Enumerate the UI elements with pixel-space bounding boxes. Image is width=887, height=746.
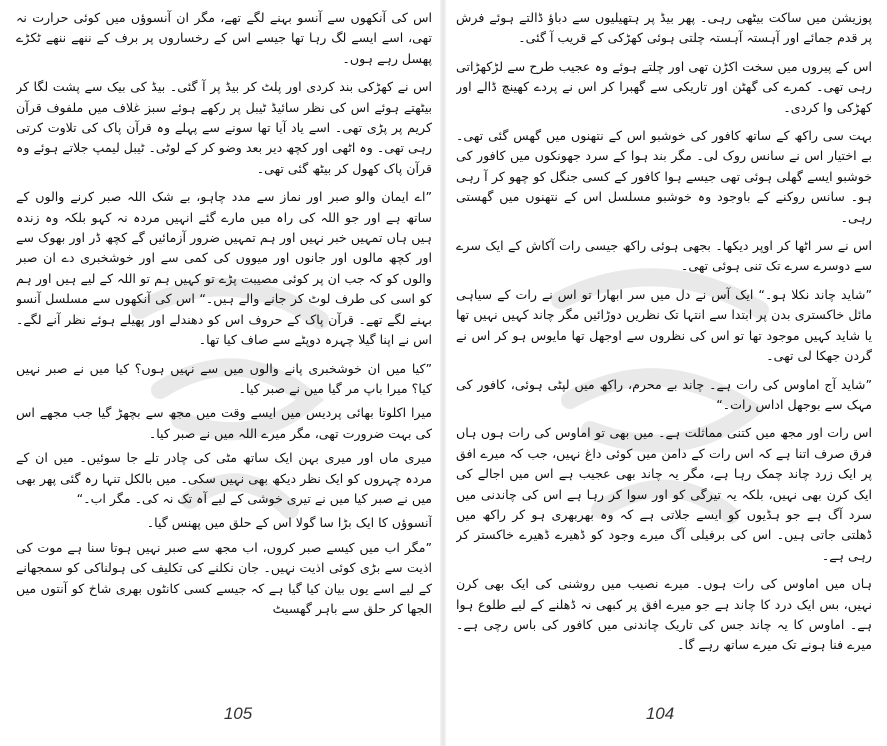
page-104-text	[456, 8, 872, 698]
page-number-105: 105	[223, 704, 253, 723]
page-104-paragraph-3: بہت سی راکھ کے ساتھ کافور کی خوشبو اس کے نتھنوں میں گھس گئی تھی۔ بے اختیار اس نے سانس روک لی۔ مگر بند ہوا کے سرد جھونکوں میں کافور کی خوشبو ایسے گھلی ہوئی تھی جیسے ہوا کافور کے کسی جنگل کو چھو کر آ رہی ہو۔ سانس روکنے کے باوجود وہ خوشبو مسلسل اس کے نتھنوں میں گھستی رہی۔	[456, 128, 872, 225]
book-gutter	[440, 0, 446, 746]
page-105-paragraph-5: میرا اکلوتا بھائی پردیس میں ایسے وقت میں مجھ سے بچھڑ گیا جب مجھے اس کی بہت ضرورت تھی، مگر میرے اللہ میں نے صبر کیا۔	[16, 405, 432, 441]
page-105-paragraph-1: اس کی آنکھوں سے آنسو بہنے لگے تھے، مگر ان آنسوؤں میں کوئی حرارت نہ تھی، اسے ایسے لگ رہا تھا جیسے اس کے رخساروں پر برف کے ننھے ننھے ٹکڑے پھسل رہے ہوں۔	[16, 10, 432, 66]
page-104-paragraph-2: اس کے پیروں میں سخت اکڑن تھی اور چلتے ہوئے وہ عجیب طرح سے لڑکھڑاتی رہی تھی۔ کمرے کی گھٹن اور تاریکی سے گھبرا کر اس نے پردے کھینچ ڈالے اور کھڑکی وا کردی۔	[456, 58, 872, 115]
page-105-text	[16, 8, 432, 698]
page-104-paragraph-7: اس رات اور مجھ میں کتنی مماثلت ہے۔ میں بھی تو اماوس کی رات ہوں ہاں فرق صرف اتنا ہے کہ اس رات کے دامن میں کوئی داغ نہیں، جب کہ میرے افق پر ایک زرد چاند چمک رہا ہے، مگر یہ چاند بھی عجیب ہے اس میں اجالے کی ایک کرن بھی نہیں، بلکہ یہ تیرگی کو اور سوا کر رہا ہے اس کی چاندنی میں سرد آگ ہے جو ہڈیوں کو ایسے جلاتی ہے کہ وہ بھربھری ہو کر راکھ میں ڈھلتی جاتی ہیں۔ اس کی برفیلی آگ میرے وجود کو ڈھیرے ڈھیرے خاکستر کر رہی ہے۔	[456, 425, 872, 563]
page-105-paragraph-6: میری ماں اور میری بہن ایک ساتھ مٹی کی چادر تلے جا سوئیں۔ میں ان کے مردہ چہروں کو ایک نظر دیکھ بھی نہیں سکی۔ میں بالکل تنہا رہ گئی پھر بھی میں نے صبر کیا میں نے تیری خوشی کے لیے آہ تک نہ کی۔ مگر اب۔“	[16, 450, 432, 506]
page-104-paragraph-1: پوزیشن میں ساکت بیٹھی رہی۔ پھر بیڈ پر ہتھیلیوں سے دباؤ ڈالتے ہوئے فرش پر قدم جمائے اور آہستہ آہستہ چلتی ہوئی کھڑکی کے قریب آ گئی۔	[456, 10, 872, 46]
page-105-paragraph-2: اس نے کھڑکی بند کردی اور پلٹ کر بیڈ پر آ گئی۔ بیڈ کی بیک سے پشت لگا کر بیٹھتے ہوئے اس کی نظر سائیڈ ٹیبل پر رکھے ہوئے سبز غلاف میں ملفوف قرآن کریم پر پڑی تھی۔ اسے یاد آیا تھا سونے سے پہلے وہ قرآن پاک کی تلاوت کرتی رہی تھی۔ وہ اٹھی اور کچھ دیر بعد وضو کر کے لوٹی۔ ٹیبل لیمپ جلاتے ہوئے وہ قرآن پاک کھول کر بیٹھ گئی تھی۔	[16, 79, 432, 176]
page-104-paragraph-8: ہاں میں اماوس کی رات ہوں۔ میرے نصیب میں روشنی کی ایک بھی کرن نہیں، بس ایک درد کا چاند ہے جو میرے افق پر کبھی نہ ڈھلنے کے لیے طلوع ہوا ہے۔ اماوس کا یہ چاند جس کی تاریک چاندنی میں کافور کی باس رچی ہے۔ میرے فنا ہونے تک میرے ساتھ رہے گا۔	[456, 576, 872, 653]
page-104-paragraph-5: ”شاید چاند نکلا ہو۔“ ایک آس نے دل میں سر ابھارا تو اس نے رات کے سیاہی مائل خاکستری بدن پر ابتدا سے انتہا تک نظریں دوڑائیں مگر چاند کہیں نہیں تھا یا شاید کہیں موجود تھا تو اس کی نظروں سے اوجھل تھا مایوس ہو کر اس نے گردن جھکا لی تھی۔	[456, 286, 872, 364]
page-104-paragraph-6: ”شاید آج اماوس کی رات ہے۔ چاند بے محرم، راکھ میں لپٹی ہوئی، کافور کی مہک سے بوجھل اداس رات۔“	[456, 376, 872, 412]
page-105-paragraph-8: ”مگر اب میں کیسے صبر کروں، اب مجھ سے صبر نہیں ہوتا سنا ہے موت کی اذیت سے بڑی کوئی اذیت نہیں۔ جان نکلنے کی تکلیف کی ہولناکی کو سمجھانے کے لیے اسے یوں بیان کیا گیا ہے کہ جیسے کسی کانٹوں بھری شاخ کو آنتوں میں الجھا کر حلق سے باہر گھسیٹ	[16, 539, 432, 616]
page-105-paragraph-3: ”اے ایمان والو صبر اور نماز سے مدد چاہو، بے شک اللہ صبر کرنے والوں کے ساتھ ہے اور جو اللہ کی راہ میں مارے گئے انہیں مردہ نہ کہو بلکہ وہ زندہ ہیں ہاں تمہیں خبر نہیں اور ہم تمہیں ضرور آزمائیں گے کچھ ڈر اور بھوک سے اور کچھ مالوں اور جانوں اور میووں کی کمی سے اور خوشخبری دے ان صبر والوں کو کہ جب ان پر کوئی مصیبت پڑے تو کہیں ہم تو اللہ کے لیے ہیں اور ہم کو اسی کی طرف لوٹ کر جانے والے ہیں۔“ اس کی آنکھوں سے مسلسل آنسو بہنے لگے تھے۔ قرآن پاک کے حروف اس کو دھندلے اور پھیلے ہوئے نظر آنے لگے۔ اس نے اپنا گیلا چہرہ دوپٹے سے صاف کیا تھا۔	[16, 189, 432, 348]
page-104-paragraph-4: اس نے سر اٹھا کر اوپر دیکھا۔ بجھی ہوئی راکھ جیسی رات آکاش کے ایک سرے سے دوسرے سرے تک تنی ہوئی تھی۔	[456, 238, 872, 274]
page-105-paragraph-4: ”کیا میں ان خوشخبری پانے والوں میں سے نہیں ہوں؟ کیا میں نے صبر نہیں کیا؟ میرا باپ مر گیا میں نے صبر کیا۔	[16, 360, 432, 396]
page-105-paragraph-7: آنسوؤں کا ایک بڑا سا گولا اس کے حلق میں پھنس گیا۔	[146, 515, 432, 531]
page-number-104: 104	[645, 704, 675, 723]
